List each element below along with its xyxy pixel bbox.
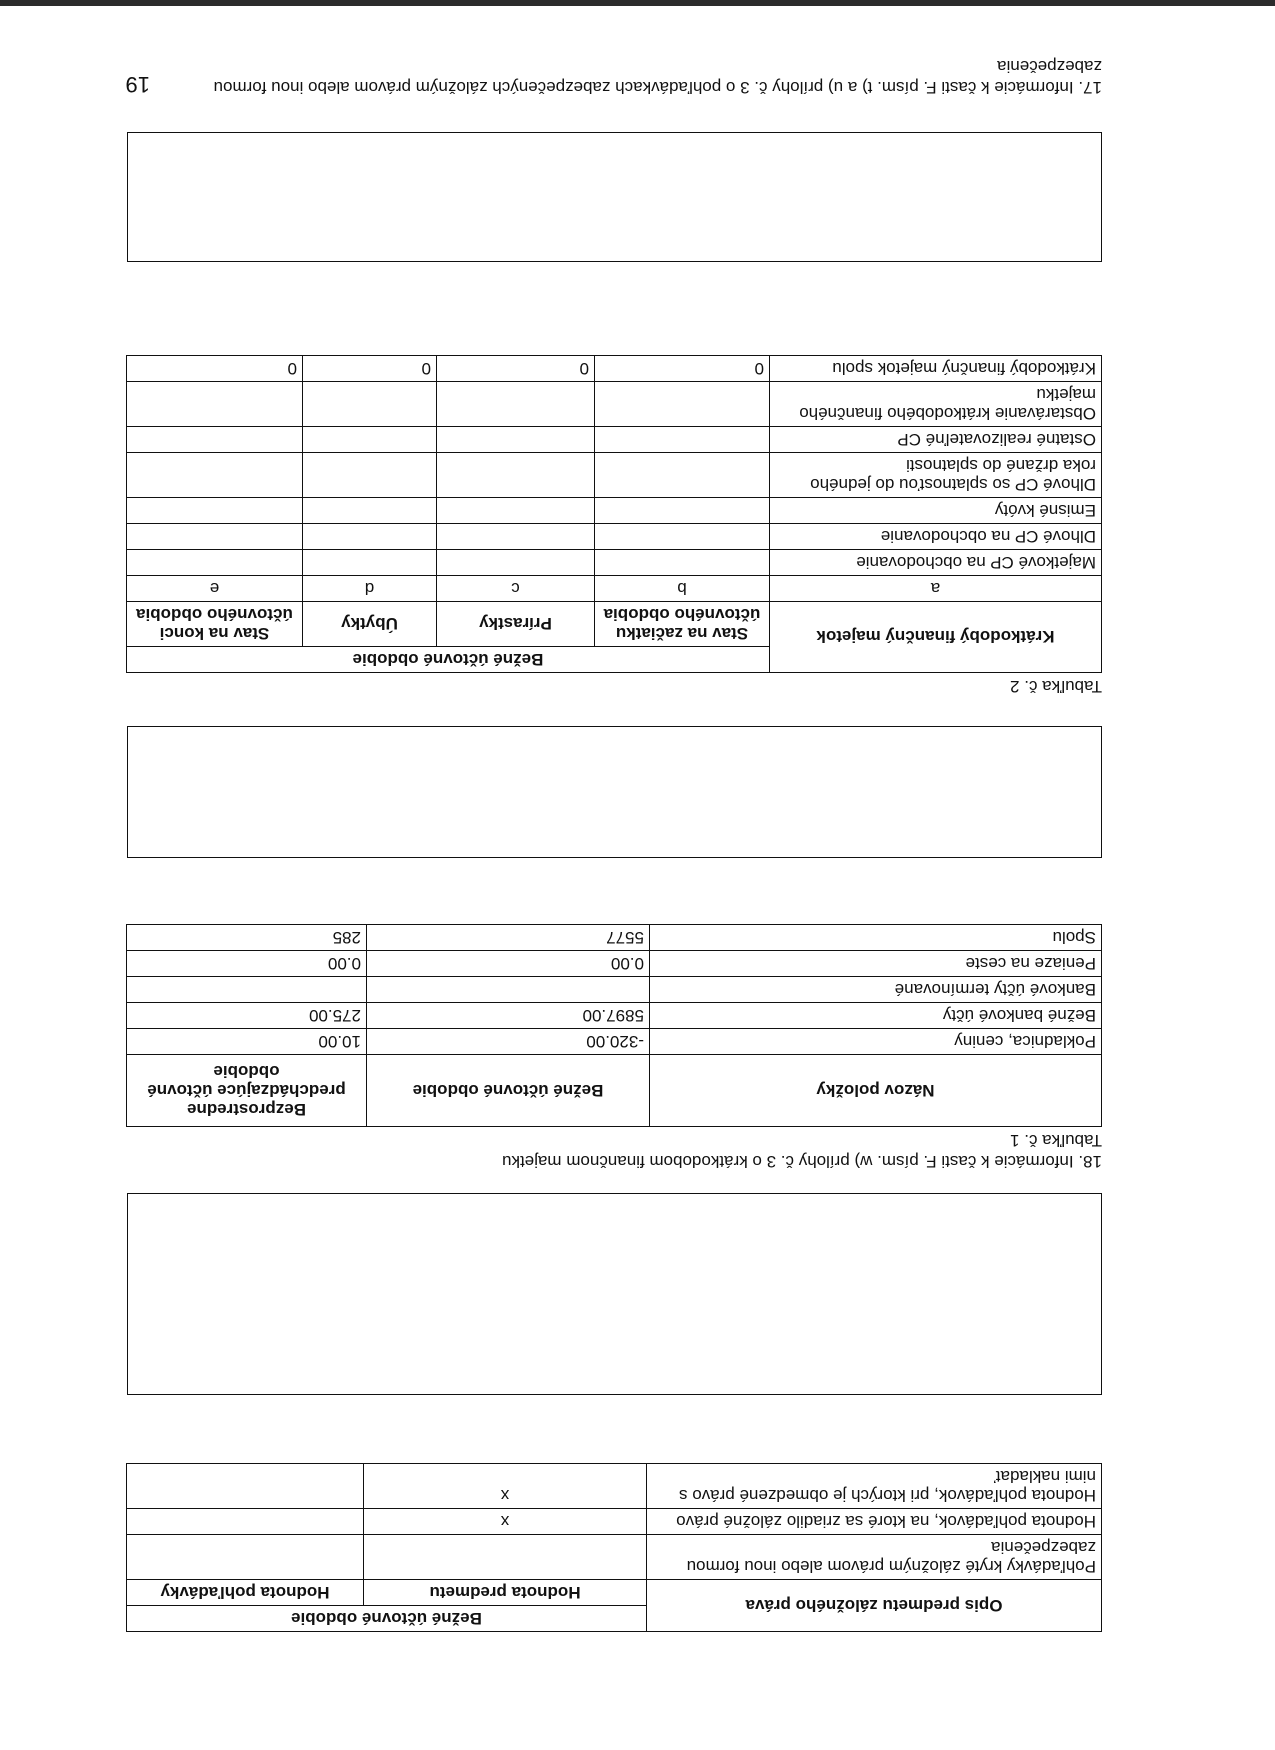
table-row: Pohľadávky kryté záložným právom alebo inou formou zabezpečenia (126, 1535, 1101, 1580)
short-term-assets-table (126, 355, 1102, 673)
col-receivable-value: Hodnota pohľadávky (126, 1580, 363, 1606)
pledge-table (126, 1463, 1102, 1632)
table-row: Hodnota pohľadávok, na ktoré sa zriadilo záložné právo x (126, 1509, 1101, 1535)
notes-box-3 (127, 132, 1102, 262)
table-row: Obstarávanie krátkodobého finančného majetku (126, 382, 1101, 427)
col-pledge-subject: Opis predmetu záložného práva (647, 1580, 1102, 1632)
col-current-period: Bežné účtovné obdobie (126, 647, 769, 673)
total-row: Spolu 5577 285 (127, 925, 1102, 951)
total-row: Krátkodobý finančný majetok spolu 0 0 0 0 (126, 356, 1101, 382)
table-row: Dlhové CP na obchodovanie (126, 524, 1101, 550)
col-closing: Stav na konci účtovného obdobia (126, 602, 302, 647)
table-1-caption: Tabuľka č. 1 (1010, 1131, 1102, 1150)
col-item-name: Názov položky (650, 1055, 1102, 1127)
col-additions: Prírastky (437, 602, 595, 647)
section-18-heading: 18. Informácie k časti F. písm. w) prílohy č. 3 o krátkodobom finančnom majetku (502, 1152, 1102, 1171)
page-number: 19 (125, 72, 150, 97)
notes-box-1 (127, 1193, 1102, 1395)
short-term-assets-table-container (122, 355, 1102, 673)
col-opening: Stav na začiatku účtovného obdobia (595, 602, 770, 647)
table-row: Pokladnica, ceniny -320.00 10.00 (127, 1029, 1102, 1055)
col-asset: Krátkodobý finančný majetok (770, 602, 1102, 673)
table-row: Ostatné realizovateľné CP (126, 427, 1101, 453)
table-row: Hodnota pohľadávok, pri ktorých je obmedzené právo s nimi nakladať x (126, 1464, 1101, 1509)
col-disposals: Úbytky (303, 602, 437, 647)
col-current-period: Bežné účtovné obdobie (367, 1055, 650, 1127)
cash-table (126, 924, 1102, 1127)
table-row: Emisné kvóty (126, 498, 1101, 524)
table-row: Majetkové CP na obchodovanie (126, 550, 1101, 576)
table-row: Dlhové CP so splatnosťou do jedného roka držané do splatnosti (126, 453, 1101, 498)
col-subject-value: Hodnota predmetu (364, 1580, 647, 1606)
table-row: Peniaze na ceste 0.00 0.00 (127, 951, 1102, 977)
table-2-caption: Tabuľka č. 2 (1010, 677, 1102, 696)
letter-row: a b c d e (126, 576, 1101, 602)
scan-edge (0, 0, 1275, 6)
cash-table-container (122, 924, 1102, 1127)
pledge-table-container (122, 1463, 1102, 1632)
table-row: Bežné bankové účty 5897.00 275.00 (127, 1003, 1102, 1029)
section-17-heading: 17. Informácie k časti F. písm. t) a u) prílohy č. 3 o pohľadávkach zabezpečených záložným právom alebo inou formou zabezpečenia (213, 57, 1102, 97)
col-previous-period: Bezprostredne predchádzajúce účtovné obdobie (127, 1055, 367, 1127)
col-current-period: Bežné účtovné obdobie (126, 1606, 646, 1632)
notes-box-2 (127, 726, 1102, 858)
table-row: Bankové účty termínované (127, 977, 1102, 1003)
